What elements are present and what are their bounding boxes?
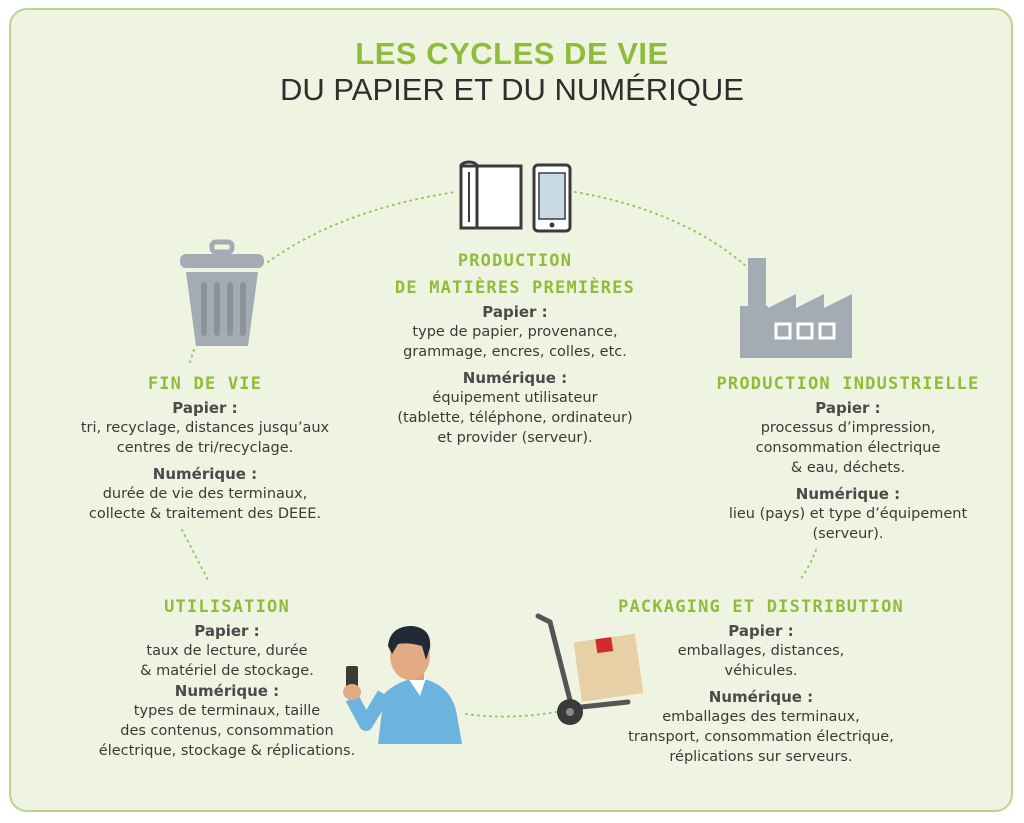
numerique-text: emballages des terminaux, transport, consommation électrique, réplications sur serveurs.	[628, 709, 894, 765]
papier-label: Papier :	[194, 622, 260, 640]
numerique-label: Numérique :	[708, 688, 814, 706]
section-heading: PACKAGING ET DISTRIBUTION	[618, 597, 904, 617]
papier-label: Papier :	[172, 399, 238, 417]
smartphone-icon	[532, 163, 572, 233]
papier-label: Papier :	[482, 303, 548, 321]
papier-label: Papier :	[815, 399, 881, 417]
paper-roll-icon	[459, 160, 525, 232]
numerique-text: types de terminaux, taille des contenus, consommation électrique, stockage & réplications.	[98, 703, 356, 759]
section-heading: DE MATIÈRES PREMIÈRES	[394, 278, 636, 298]
papier-text: processus d’impression, consommation électrique & eau, déchets.	[755, 420, 941, 476]
numerique-label: Numérique :	[174, 682, 280, 700]
section-heading: UTILISATION	[164, 597, 290, 617]
section-heading: PRODUCTION INDUSTRIELLE	[716, 374, 980, 394]
section-heading: FIN DE VIE	[147, 374, 263, 394]
papier-text: emballages, distances, véhicules.	[677, 643, 845, 679]
factory-icon	[740, 258, 852, 358]
title-line-2: DU PAPIER ET DU NUMÉRIQUE	[280, 72, 744, 107]
title-line-1: LES CYCLES DE VIE	[355, 36, 669, 71]
section-packaging-distribution	[600, 594, 922, 767]
numerique-label: Numérique :	[462, 369, 568, 387]
numerique-text: lieu (pays) et type d’équipement (serveur).	[728, 506, 968, 542]
papier-text: taux de lecture, durée & matériel de stockage.	[140, 643, 314, 679]
numerique-label: Numérique :	[795, 485, 901, 503]
section-production-industrielle	[700, 371, 996, 544]
numerique-text: durée de vie des terminaux, collecte & traitement des DEEE.	[88, 486, 322, 522]
numerique-label: Numérique :	[152, 465, 258, 483]
section-heading: PRODUCTION	[457, 251, 573, 271]
papier-label: Papier :	[728, 622, 794, 640]
trash-can-icon	[176, 240, 268, 350]
numerique-text: équipement utilisateur (tablette, téléphone, ordinateur) et provider (serveur).	[397, 390, 633, 446]
section-production-matieres	[370, 248, 660, 448]
section-fin-de-vie	[54, 371, 356, 524]
papier-text: tri, recyclage, distances jusqu’aux centres de tri/recyclage.	[80, 420, 330, 456]
papier-text: type de papier, provenance, grammage, encres, colles, etc.	[403, 324, 627, 360]
section-utilisation	[70, 594, 384, 761]
